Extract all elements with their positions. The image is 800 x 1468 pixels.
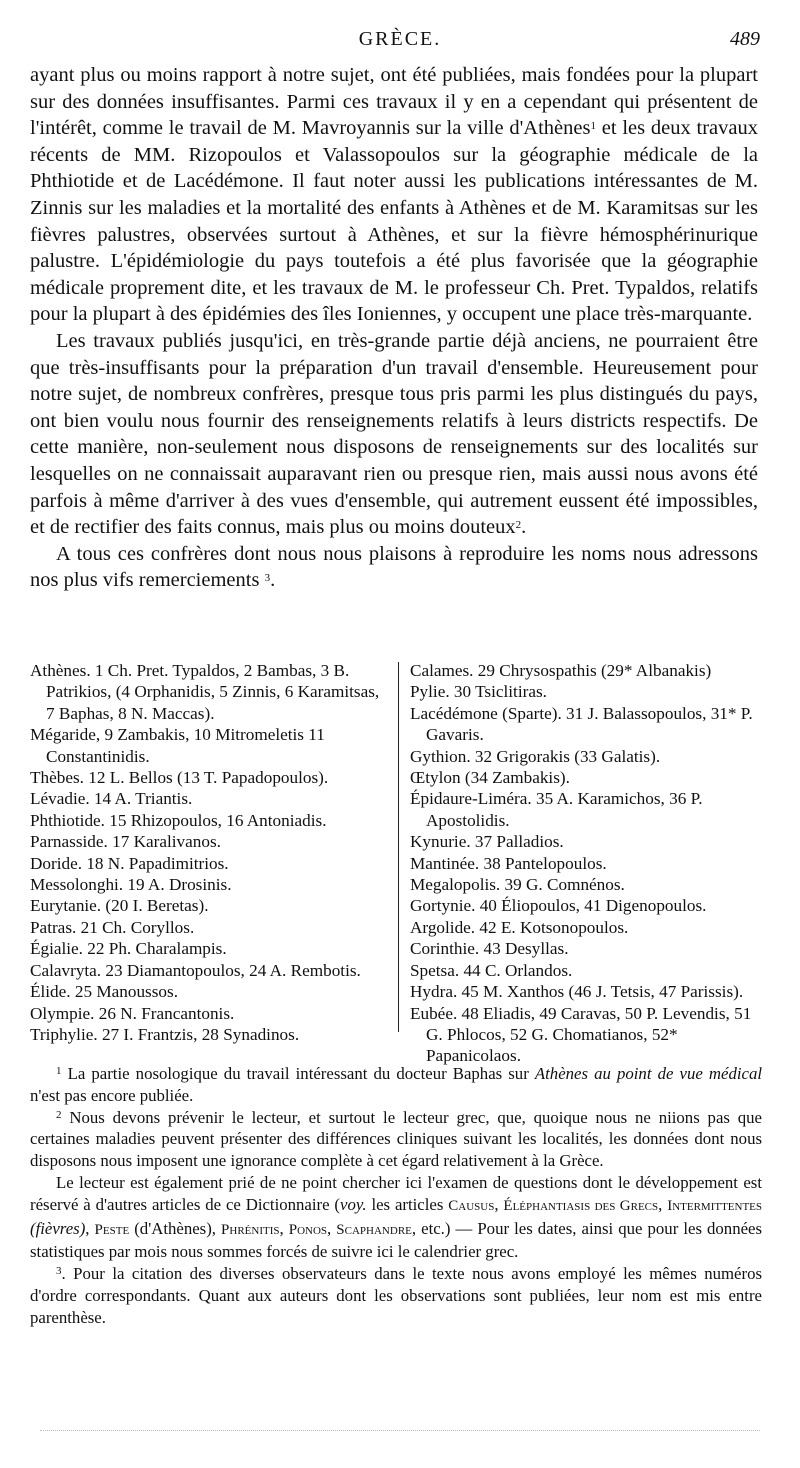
list-item: Égialie. 22 Ph. Charalampis. <box>30 939 227 959</box>
footnotes <box>30 1063 762 1329</box>
footnote-1-italic: Athènes au point de vue médical <box>534 1064 763 1083</box>
list-item: Élide. 25 Manoussos. <box>30 982 178 1002</box>
footnote-2b-causus: Causus <box>448 1197 495 1214</box>
paragraph-1-text-a: ayant plus ou moins rapport à notre sujet, ont été publiées, mais fondées pour la plupart sur des données insuffisantes. Parmi ces travaux il y en a cependant qui présentent de l'intérêt, comme le travail de M. Mavroyannis sur la ville d'Athènes <box>30 64 758 140</box>
footnote-1-marker: 1 <box>56 1065 62 1077</box>
footnote-2b-intermittentes: Intermittentes <box>667 1197 763 1214</box>
page-number: 489 <box>730 28 760 50</box>
list-item: Parnasside. 17 Karalivanos. <box>30 832 221 852</box>
contributors-right-column <box>410 660 765 1067</box>
list-item: Olympie. 26 N. Francantonis. <box>30 1003 235 1023</box>
footnote-2b-text-b: les articles <box>366 1194 449 1214</box>
list-item: Eurytanie. (20 I. Beretas). <box>30 896 209 916</box>
footnote-2b-sep: , <box>494 1194 504 1214</box>
list-item: Kynurie. 37 Palladios. <box>410 832 564 852</box>
list-item: Doride. 18 N. Papadimitrios. <box>30 853 229 873</box>
list-item: Calavryta. 23 Diamantopoulos, 24 A. Rembotis. <box>30 960 361 980</box>
footnote-2b-sep: , <box>279 1218 289 1238</box>
list-item: Triphylie. 27 I. Frantzis, 28 Synadinos. <box>30 1024 300 1044</box>
footnote-2b-voy: voy. <box>340 1194 367 1214</box>
footnote-2b-peste: Peste <box>94 1221 130 1238</box>
paragraph-2-text-a: Les travaux publiés jusqu'ici, en très-grande partie déjà anciens, ne pourraient être que très-insuffisants pour la préparation d'un travail d'ensemble. Heureusement pour notre sujet, de nombreux confrères, presque tous pris parmi les plus distingués du pays, ont bien voulu nous fournir des renseignements relatifs à leurs districts respectifs. De cette manière, non-seulement nous disposons de renseignements sur des localités sur lesquelles on ne connaissait auparavant rien ou presque rien, mais aussi nous avons été parfois à même d'arriver à des vues d'ensemble, qui autrement eussent été impossibles, et de rectifier des faits connus, mais plus ou moins douteux <box>30 329 758 539</box>
list-item: Messolonghi. 19 A. Drosinis. <box>30 875 232 895</box>
list-item: Mégaride, 9 Zambakis, 10 Mitromeletis 11 Constantinidis. <box>30 725 325 766</box>
footnote-3-text: . Pour la citation des diverses observateurs dans le texte nous avons employé les mêmes numéros d'ordre correspondants. Quant aux auteurs dont les observations sont publiées, leur nom est mis entre parenthèse. <box>30 1264 762 1327</box>
list-item: Patras. 21 Ch. Coryllos. <box>30 917 195 937</box>
footnote-2b-fievres: (fièvres) <box>30 1218 86 1238</box>
bottom-rule <box>40 1430 760 1431</box>
footnote-3-marker: 3 <box>56 1265 62 1278</box>
list-item: Spetsa. 44 C. Orlandos. <box>410 960 573 980</box>
footnote-2-marker: 2 <box>56 1108 62 1121</box>
running-head <box>40 28 760 56</box>
list-item: Mantinée. 38 Pantelopoulos. <box>410 853 607 873</box>
list-item: Athènes. 1 Ch. Pret. Typaldos, 2 Bambas, 3 B. Patrikios, (4 Orphanidis, 5 Zinnis, 6 Karamitsas, 7 Baphas, 8 N. Maccas). <box>30 661 380 723</box>
paragraph-3-text-b: . <box>270 569 276 592</box>
footnote-2b-ponos: Ponos <box>288 1221 328 1238</box>
footnote-ref-2: 2 <box>515 519 522 532</box>
list-item: Thèbes. 12 L. Bellos (13 T. Papadopoulos). <box>30 768 329 788</box>
footnote-2b-athenes: (d'Athènes), <box>129 1218 222 1238</box>
paragraph-3-text-a: A tous ces confrères dont nous nous plaisons à reproduire les noms nous adressons nos plus vifs remerciements <box>30 542 758 592</box>
list-item: Lévadie. 14 A. Triantis. <box>30 789 193 809</box>
list-item: Pylie. 30 Tsiclitiras. <box>410 682 547 702</box>
paragraph-1-text-b: et les deux travaux récents de MM. Rizopoulos et Valassopoulos sur la géographie médicale de la Phthiotide et de Lacédémone. Il faut noter aussi les publications intéressantes de M. Zinnis sur les maladies et la mortalité des enfants à Athènes et de M. Karamitsas sur les fièvres palustres, observées surtout à Athènes, et sur la fièvre hémosphérinurique palustre. L'épidémiologie du pays toutefois a été plus favorisée que la géographie médicale proprement dite, et les travaux de M. le professeur Ch. Pret. Typaldos, relatifs pour la plupart à des épidémies des îles Ioniennes, y occupent une place très-marquante. <box>30 117 758 326</box>
paragraph-1 <box>30 62 758 328</box>
footnote-2b-text-a: Le lecteur est également prié de ne point chercher ici l'examen de questions dont le développement est réservé à d'autres articles de ce Dictionnaire ( <box>30 1172 762 1214</box>
paragraph-2-text-b: . <box>521 516 527 539</box>
list-item: Gythion. 32 Grigorakis (33 Galatis). <box>410 746 661 766</box>
list-item: Hydra. 45 M. Xanthos (46 J. Tetsis, 47 Parissis). <box>410 982 744 1002</box>
list-item: Œtylon (34 Zambakis). <box>410 768 570 788</box>
footnote-ref-1: 1 <box>590 120 596 133</box>
footnote-2b-scaphandre: Scaphandre <box>336 1221 412 1238</box>
footnote-1-text-b: n'est pas encore publiée. <box>30 1085 194 1105</box>
column-divider <box>398 662 399 1032</box>
paragraph-2 <box>30 328 758 541</box>
list-item: Phthiotide. 15 Rhizopoulos, 16 Antoniadis. <box>30 810 327 830</box>
list-item: Calames. 29 Chrysospathis (29* Albanakis) <box>410 661 712 680</box>
footnote-2 <box>30 1107 762 1172</box>
body-text <box>30 62 758 594</box>
footnote-3 <box>30 1263 762 1328</box>
footnote-2-text: Nous devons prévenir le lecteur, et surtout le lecteur grec, que, quoique nous ne niions pas que certaines maladies peuvent présenter des différences cliniques suivant les localités, les données dont nous disposons nous imposent une ignorance complète à cet égard relativement à la Grèce. <box>30 1107 762 1171</box>
footnote-2b-sep: , <box>658 1194 668 1214</box>
footnote-1 <box>30 1063 762 1107</box>
footnote-2-continued <box>30 1172 762 1263</box>
list-item: Megalopolis. 39 G. Comnénos. <box>410 875 625 895</box>
footnote-ref-3: 3 <box>264 572 271 585</box>
running-title: GRÈCE. <box>358 28 442 50</box>
footnote-1-text-a: La partie nosologique du travail intéressant du docteur Baphas sur <box>61 1064 535 1083</box>
list-item: Argolide. 42 E. Kotsonopoulos. <box>410 917 629 937</box>
footnote-2b-elephantiasis: Éléphantiasis des Grecs <box>503 1197 659 1214</box>
footnote-2b-text-c: , etc.) — Pour les dates, ainsi que pour les données statistiques par mois nous sommes forcés de suivre ici le calendrier grec. <box>30 1218 763 1262</box>
footnote-2b-sep: , <box>85 1218 95 1238</box>
list-item: Corinthie. 43 Desyllas. <box>410 939 569 959</box>
contributors-left-column <box>30 660 390 1045</box>
footnote-2b-sep: , <box>327 1218 337 1238</box>
list-item: Gortynie. 40 Éliopoulos, 41 Digenopoulos. <box>410 896 707 916</box>
list-item: Lacédémone (Sparte). 31 J. Balassopoulos, 31* P. Gavaris. <box>410 703 753 745</box>
footnote-2b-phrenitis: Phrénitis <box>221 1221 280 1238</box>
contributors-list <box>30 660 765 1066</box>
list-item: Eubée. 48 Eliadis, 49 Caravas, 50 P. Levendis, 51 G. Phlocos, 52 G. Chomatianos, 52* Papanicolaos. <box>410 1003 752 1066</box>
paragraph-3 <box>30 541 758 594</box>
list-item: Épidaure-Liméra. 35 A. Karamichos, 36 P. Apostolidis. <box>410 789 703 830</box>
